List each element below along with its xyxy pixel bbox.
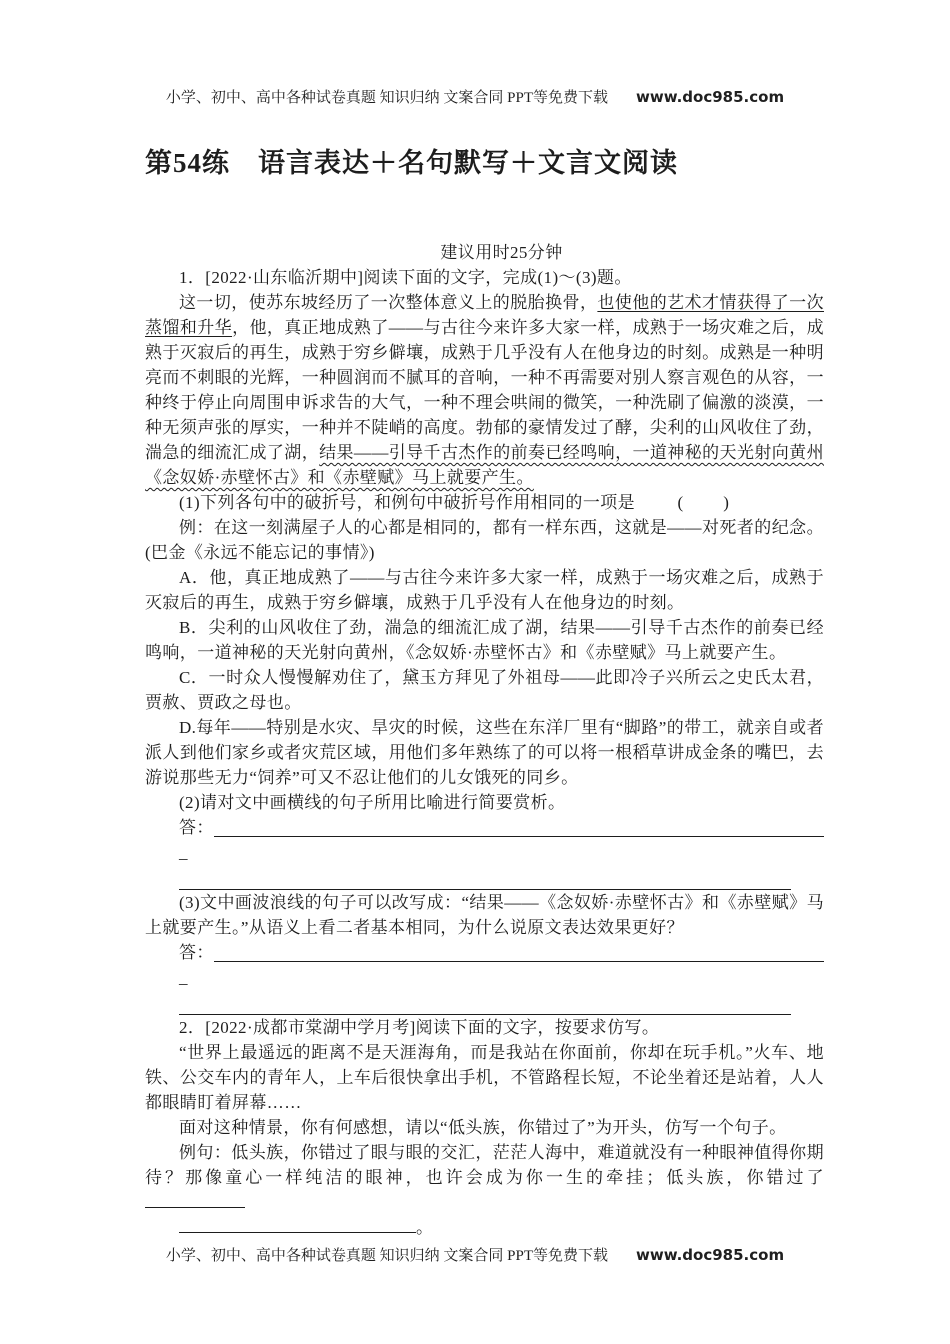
passage-part2: ，他，真正地成熟了——与古往今来许多大家一样，成熟于一场灾难之后，成熟于灭寂后的再生，成熟于穷乡僻壤，成熟于几乎没有人在他身边的时刻。成熟是一种明亮而不刺眼的光辉，一种圆润而不腻耳的音响，一种不再需要对别人察言观色的从容，一种终于停止向周围申诉求告的大气，一种不理会哄闹的微笑，一种洗刷了偏激的淡漠，一种无须声张的厚实，一种并不陡峭的高度。勃郁的豪情发过了酵，尖利的山风收住了劲，湍急的细流汇成了湖， [145,318,824,462]
q1-sub3-stem: (3)文中画波浪线的句子可以改写成：“结果——《念奴娇·赤壁怀古》和《赤壁赋》马上就要产生。”从语义上看二者基本相同，为什么说原文表达效果更好？ [145,893,824,937]
page-footer [0,1244,950,1265]
stray-underscore: _ [179,968,188,987]
page-header [0,86,950,107]
answer-blank-line-2 [179,865,791,890]
q1-sub3-answer-line [145,940,824,965]
answer-blank-line [214,940,824,962]
worksheet-body [145,240,824,1240]
q2-example [145,1140,824,1215]
q2-example-text: 例句：低头族，你错过了眼与眼的交汇，茫茫人海中，难道就没有一种眼神值得你期待？那像童心一样纯洁的眼神，也许会成为你一生的牵挂；低头族，你错过了 [145,1143,824,1187]
option-d: D.每年——特别是水灾、旱灾的时候，这些在东洋厂里有“脚路”的带工，就亲自或者派人到他们家乡或者灾荒区域，用他们多年熟练了的可以将一根稻草讲成金条的嘴巴，去游说那些无力“饲养”可又不忍让他们的儿女饿死的同乡。 [145,718,824,787]
option-c: C．一时众人慢慢解劝住了，黛玉方拜见了外祖母——此即冷子兴所云之史氏太君，贾赦、贾政之母也。 [145,668,824,712]
footer-site-url: www.doc985.com [636,1246,785,1264]
header-site-url: www.doc985.com [636,88,785,106]
q1-sub1-example: 例：在这一刻满屋子人的心都是相同的，都有一样东西，这就是——对死者的纪念。(巴金《永远不能忘记的事情》) [145,518,824,562]
answer-label: 答： [179,943,214,962]
answer-bracket: ( ) [677,493,731,512]
option-b: B．尖利的山风收住了劲，湍急的细流汇成了湖，结果——引导千古杰作的前奏已经鸣响，一道神秘的天光射向黄州，《念奴娇·赤壁怀古》和《赤壁赋》马上就要产生。 [145,618,824,662]
answer-blank-line-2 [179,990,791,1015]
q2-final-period: 。 [416,1218,434,1237]
page-title: 第54练 语言表达＋名句默写＋文言文阅读 [145,148,678,178]
q2-final-blank [179,1228,416,1233]
q2-final-blank-line [145,1215,824,1240]
q1-sub2-stem: (2)请对文中画横线的句子所用比喻进行简要赏析。 [179,793,566,812]
option-a: A．他，真正地成熟了——与古往今来许多大家一样，成熟于一场灾难之后，成熟于灭寂后的再生，成熟于穷乡僻壤，成熟于几乎没有人在他身边的时刻。 [145,568,824,612]
q2-intro: 2．[2022·成都市棠湖中学月考]阅读下面的文字，按要求仿写。 [179,1018,660,1037]
q1-intro: 1．[2022·山东临沂期中]阅读下面的文字，完成(1)～(3)题。 [179,268,632,287]
footer-text: 小学、初中、高中各种试卷真题 知识归纳 文案合同 PPT等免费下载 [165,1248,608,1264]
answer-label: 答： [179,818,214,837]
header-text: 小学、初中、高中各种试卷真题 知识归纳 文案合同 PPT等免费下载 [165,90,608,106]
q1-sub2-answer-line [145,815,824,840]
q2-quote: “世界上最遥远的距离不是天涯海角，而是我站在你面前，你却在玩手机。”火车、地铁、公交车内的青年人，上车后很快拿出手机，不管路程长短，不论坐着还是站着，人人都眼睛盯着屏幕…… [145,1043,824,1112]
q2-inline-blank [145,1203,245,1208]
time-note: 建议用时25分钟 [440,243,563,262]
passage-underlined-segment: 也使他的艺术才情获得了一次蒸馏和升华 [145,293,824,337]
passage-part1: 这一切，使苏东坡经历了一次整体意义上的脱胎换骨， [179,293,598,312]
stray-underscore: _ [179,843,188,862]
q2-prompt: 面对这种情景，你有何感想，请以“低头族，你错过了”为开头，仿写一个句子。 [179,1118,787,1137]
q1-sub1-stem-line [145,490,824,515]
q1-passage [145,290,824,490]
passage-wavy-segment: 结果——引导千古杰作的前奏已经鸣响，一道神秘的天光射向黄州《念奴娇·赤壁怀古》和《赤壁赋》马上就要产生。 [145,443,824,487]
q1-sub1-stem: (1)下列各句中的破折号，和例句中破折号作用相同的一项是 [179,493,636,512]
answer-blank-line [214,815,824,837]
